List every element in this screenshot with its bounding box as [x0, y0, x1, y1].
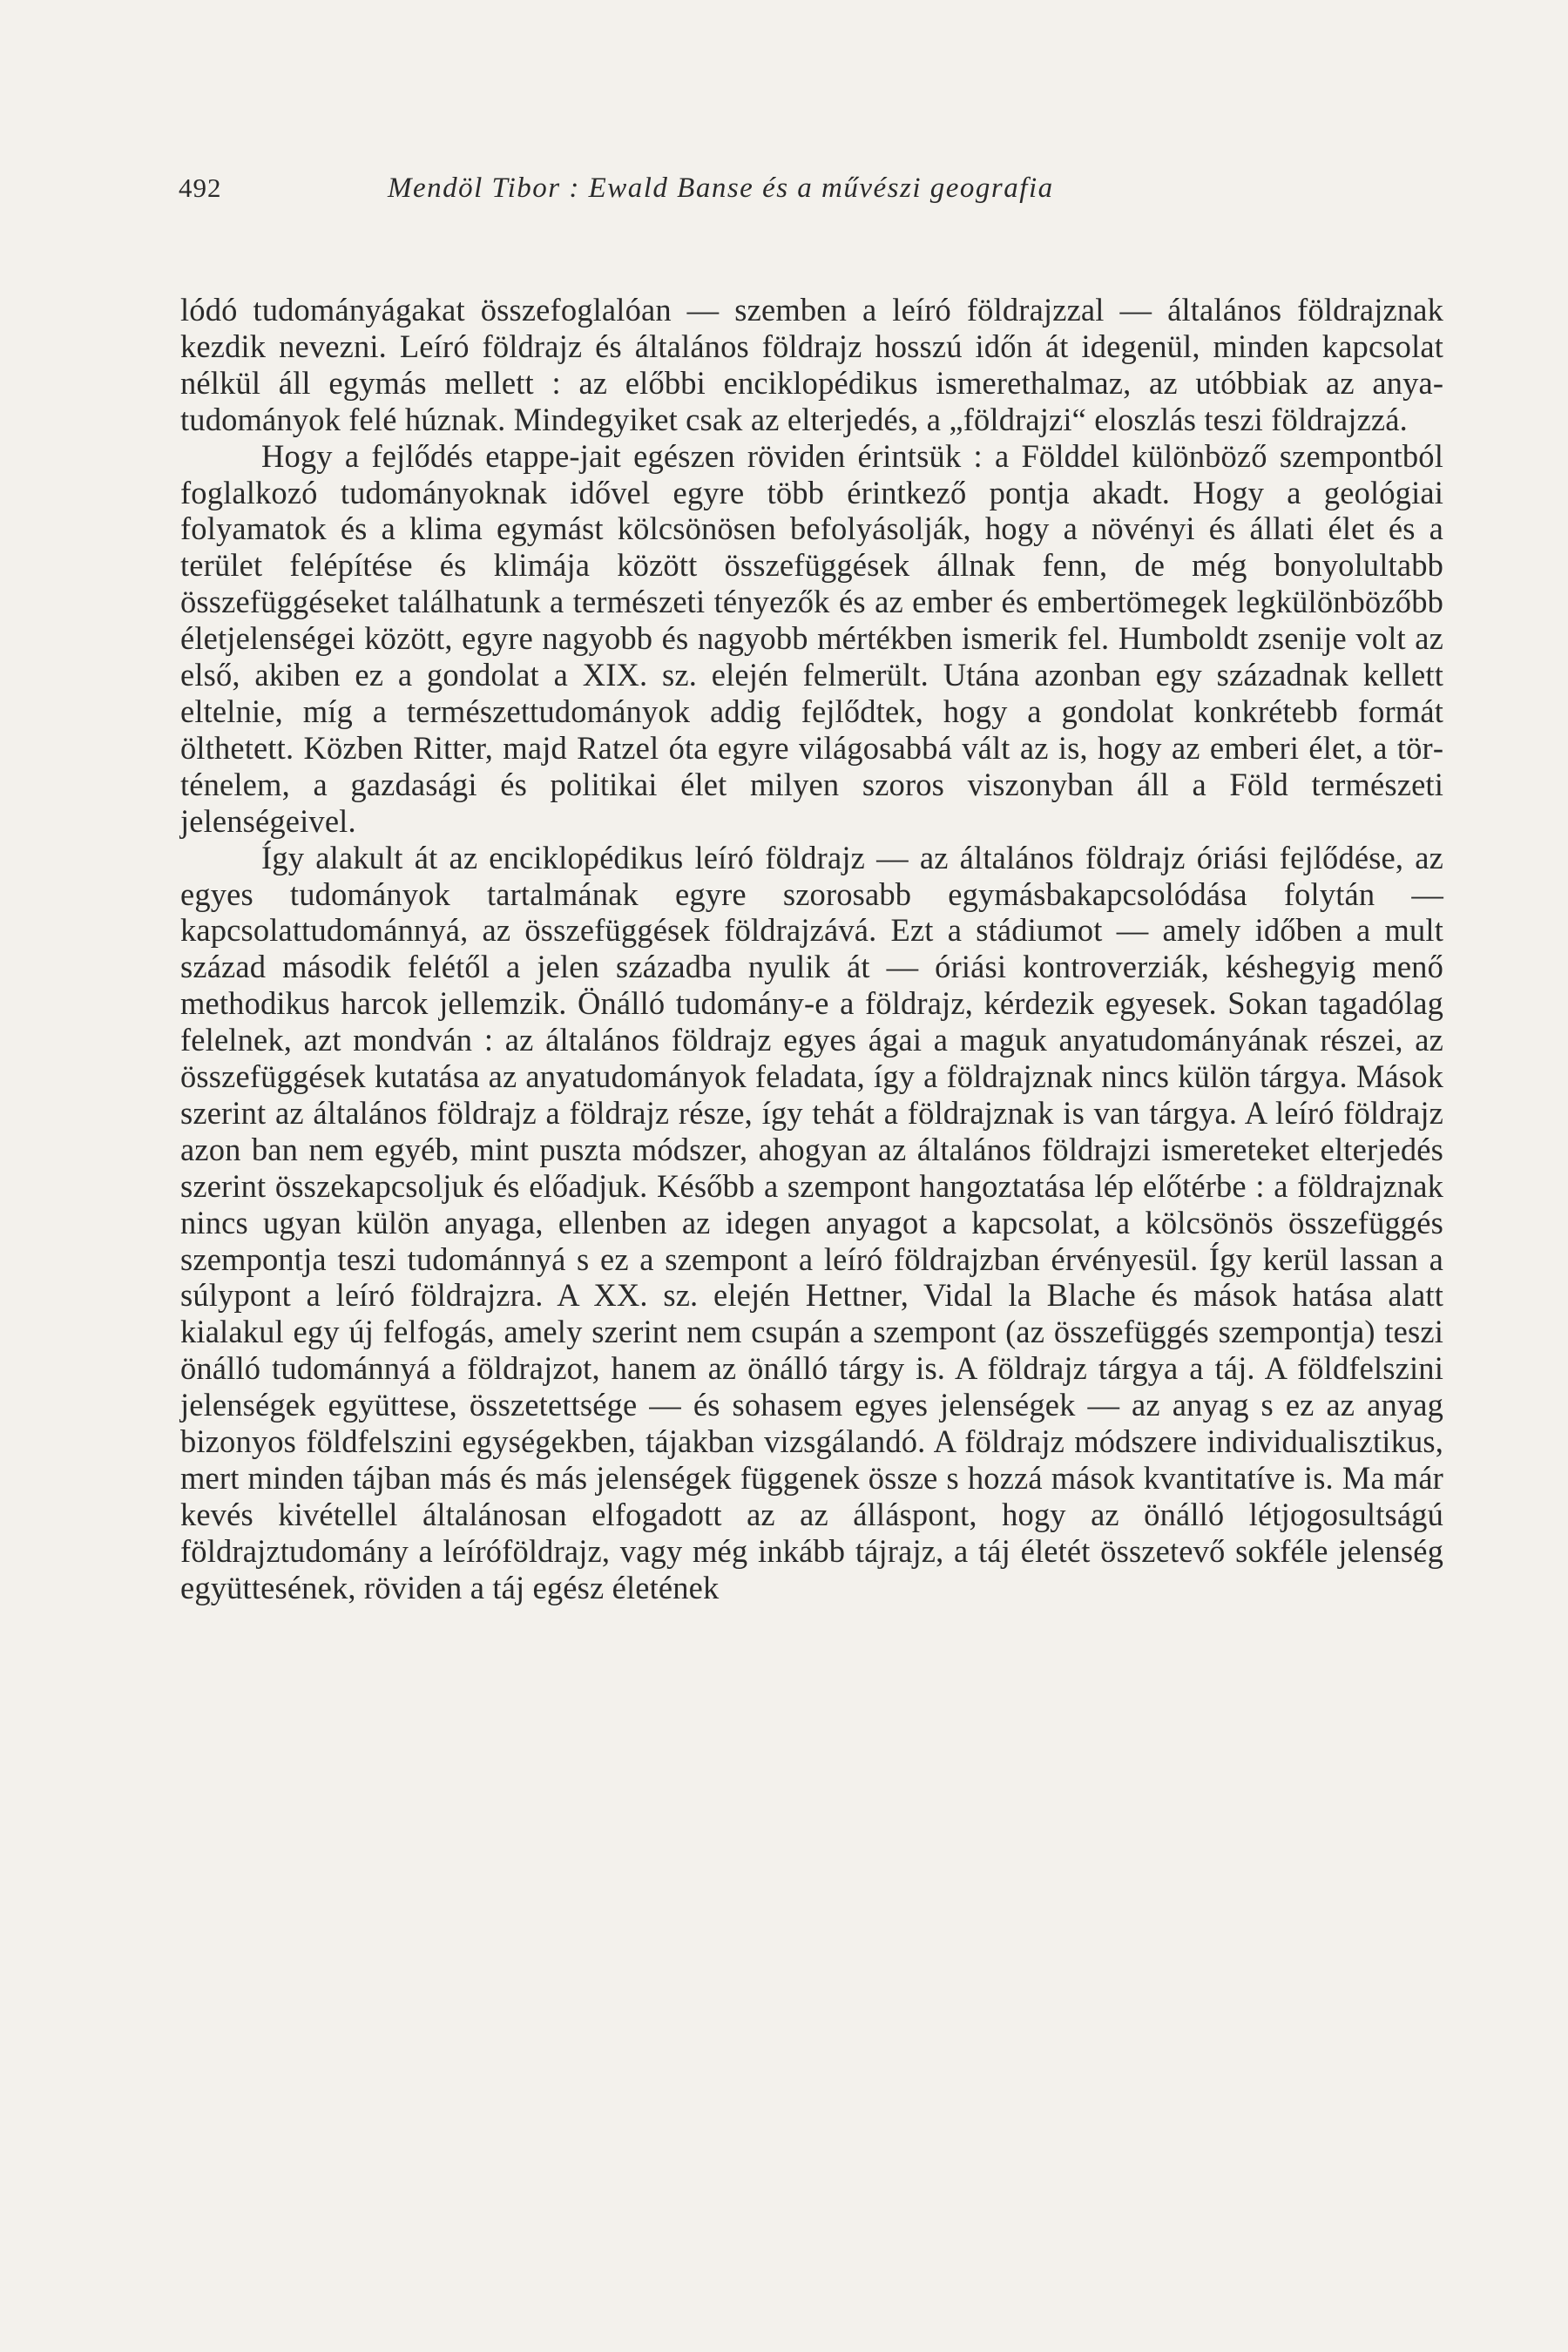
paragraph-continued: lódó tudományágakat összefoglalóan — szemben a leíró földrajzzal — általános földrajznak kezdik nevezni. Leíró földrajz és általános földrajz hosszú időn át idegenül, minden kapcsolat nélkül áll egymás mellett : az előbbi enciklopédikus ismerethalmaz, az utóbbiak az anyatudományok felé húznak. Mindegyiket csak az elterjedés, a „földrajzi“ eloszlás teszi földrajzzá.	[180, 292, 1443, 437]
running-title: Mendöl Tibor : Ewald Banse és a művészi geografia	[388, 172, 1054, 204]
paragraph: Hogy a fejlődés etappe-jait egészen röviden érintsük : a Földdel különböző szempontból foglalkozó tudományoknak idővel egyre több érintkező pontja akadt. Hogy a geológiai folyamatok és a klima egymást kölcsönösen befolyásolják, hogy a növényi és állati élet és a terület felépítése és klimája között összefüggések állnak fenn, de még bonyolultabb összefüggéseket találhatunk a természeti tényezők és az ember és embertömegek legkülönbözőbb életjelenségei között, egyre nagyobb és nagyobb mértékben ismerik fel. Humboldt zsenije volt az első, akiben ez a gondolat a XIX. sz. elején felmerült. Utána azonban egy századnak kellett eltelnie, míg a természettudományok addig fejlődtek, hogy a gondolat konkrétebb formát ölthetett. Közben Ritter, majd Ratzel óta egyre világosabbá vált az is, hogy az emberi élet, a történelem, a gazdasági és politikai élet milyen szoros viszonyban áll a Föld természeti jelenségeivel.	[180, 437, 1443, 839]
body-text	[180, 292, 1443, 1606]
page-header	[179, 172, 1433, 216]
paragraph: Így alakult át az enciklopédikus leíró földrajz — az általános földrajz óriási fejlődése, az egyes tudományok tartalmának egyre szorosabb egymásbakapcsolódása folytán — kapcsolattudománnyá, az összefüggések földrajzává. Ezt a stádiumot — amely időben a mult század második felétől a jelen századba nyulik át — óriási kontroverziák, késhegyig menő methodikus harcok jellemzik. Önálló tudomány-e a földrajz, kérdezik egyesek. Sokan tagadólag felelnek, azt mondván : az általános földrajz egyes ágai a maguk anyatudományának részei, az összefüggések kutatása az anyatudományok feladata, így a földrajznak nincs külön tárgya. Mások szerint az általános földrajz a földrajz része, így tehát a földrajznak is van tárgya. A leíró földrajz azon ban nem egyéb, mint puszta módszer, ahogyan az általános földrajzi ismereteket elterjedés szerint összekapcsoljuk és előadjuk. Később a szempont hangoztatása lép előtérbe : a földrajznak nincs ugyan külön anyaga, ellenben az idegen anyagot a kapcsolat, a kölcsönös összefüggés szempontja teszi tudománnyá s ez a szempont a leíró földrajzban érvényesül. Így kerül lassan a súlypont a leíró földrajzra. A XX. sz. elején Hettner, Vidal la Blache és mások hatása alatt kialakul egy új felfogás, amely szerint nem csupán a szempont (az összefüggés szempontja) teszi önálló tudománnyá a földrajzot, hanem az önálló tárgy is. A földrajz tárgya a táj. A földfelszini jelenségek együttese, összetettsége — és sohasem egyes jelenségek — az anyag s ez az anyag bizonyos földfelszini egységekben, tájakban vizsgálandó. A földrajz módszere individualisztikus, mert minden tájban más és más jelenségek függenek össze s hozzá mások kvantitatíve is. Ma már kevés kivétellel általánosan elfogadott az az álláspont, hogy az önálló létjogosultságú földrajztudomány a leíróföldrajz, vagy még inkább tájrajz, a táj életét összetevő sokféle jelenség együttesének, röviden a táj egész életének	[180, 839, 1443, 1605]
page-number: 492	[179, 172, 222, 203]
